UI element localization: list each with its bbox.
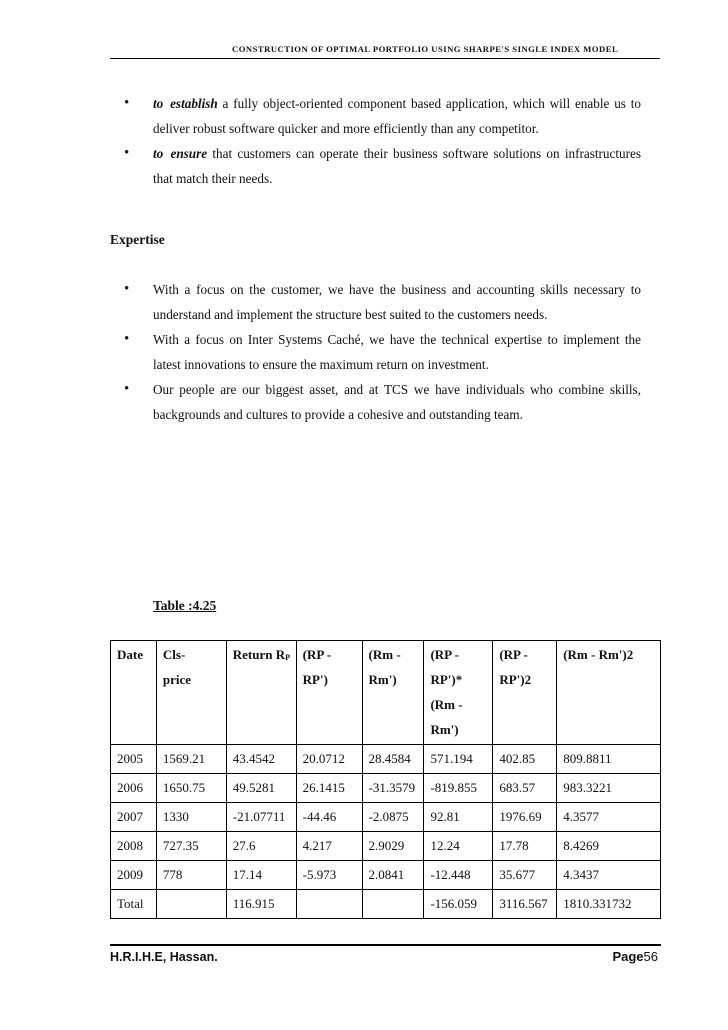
bullet-text: a fully object-oriented component based application, which will enable us to deliver robust software quicker and more efficiently than any competitor.: [153, 96, 641, 136]
list-item: [153, 91, 641, 141]
expertise-bullet-list: [153, 277, 641, 427]
header-product: (RP - RP')* (Rm - Rm'): [424, 641, 493, 745]
table-row: 2005 1569.21 43.4542 20.0712 28.4584 571.194 402.85 809.8811: [111, 745, 661, 774]
bullet-lead: to establish: [153, 96, 218, 111]
table-caption: Table :4.25: [153, 598, 217, 613]
page-number-value: 56: [643, 949, 658, 964]
header-cls-price: Cls-price: [156, 641, 226, 745]
table-row: 2006 1650.75 49.5281 26.1415 -31.3579 -819.855 683.57 983.3221: [111, 774, 661, 803]
intro-bullet-list: [153, 91, 641, 191]
header-rp-squared: (RP - RP')2: [493, 641, 557, 745]
table-header-row: [111, 641, 661, 745]
table-row: 2008 727.35 27.6 4.217 2.9029 12.24 17.78 8.4269: [111, 832, 661, 861]
page-number: [612, 949, 658, 964]
list-item: [153, 141, 641, 191]
footer-rule: [110, 944, 661, 946]
table-row: 2009 778 17.14 -5.973 2.0841 -12.448 35.677 4.3437: [111, 861, 661, 890]
page-label: Page: [612, 949, 644, 964]
header-rm-deviation: (Rm - Rm'): [362, 641, 424, 745]
list-item: • With a focus on the customer, we have the business and accounting skills necessary to understand and implement the structure best suited to the customers needs.: [153, 277, 641, 327]
header-rule: [110, 58, 660, 59]
running-header: CONSTRUCTION OF OPTIMAL PORTFOLIO USING SHARPE'S SINGLE INDEX MODEL: [232, 44, 619, 54]
bullet-lead: to ensure: [153, 146, 208, 161]
footer-author: H.R.I.H.E, Hassan.: [110, 950, 218, 964]
list-item: • With a focus on Inter Systems Caché, we have the technical expertise to implement the latest innovations to ensure the maximum return on investment.: [153, 327, 641, 377]
section-heading-expertise: Expertise: [110, 232, 165, 247]
header-return: Return $R_P$: [226, 641, 296, 745]
table-total-row: Total 116.915 -156.059 3116.567 1810.331732: [111, 890, 661, 919]
header-rp-deviation: (RP - RP'): [296, 641, 362, 745]
table-row: 2007 1330 -21.07711 -44.46 -2.0875 92.81 1976.69 4.3577: [111, 803, 661, 832]
header-rm-squared: (Rm - Rm')2: [557, 641, 661, 745]
bullet-text: that customers can operate their business software solutions on infrastructures that match their needs.: [153, 146, 641, 186]
list-item: • Our people are our biggest asset, and at TCS we have individuals who combine skills, backgrounds and cultures to provide a cohesive and outstanding team.: [153, 377, 641, 427]
header-date: Date: [111, 641, 157, 745]
data-table: [110, 640, 661, 919]
